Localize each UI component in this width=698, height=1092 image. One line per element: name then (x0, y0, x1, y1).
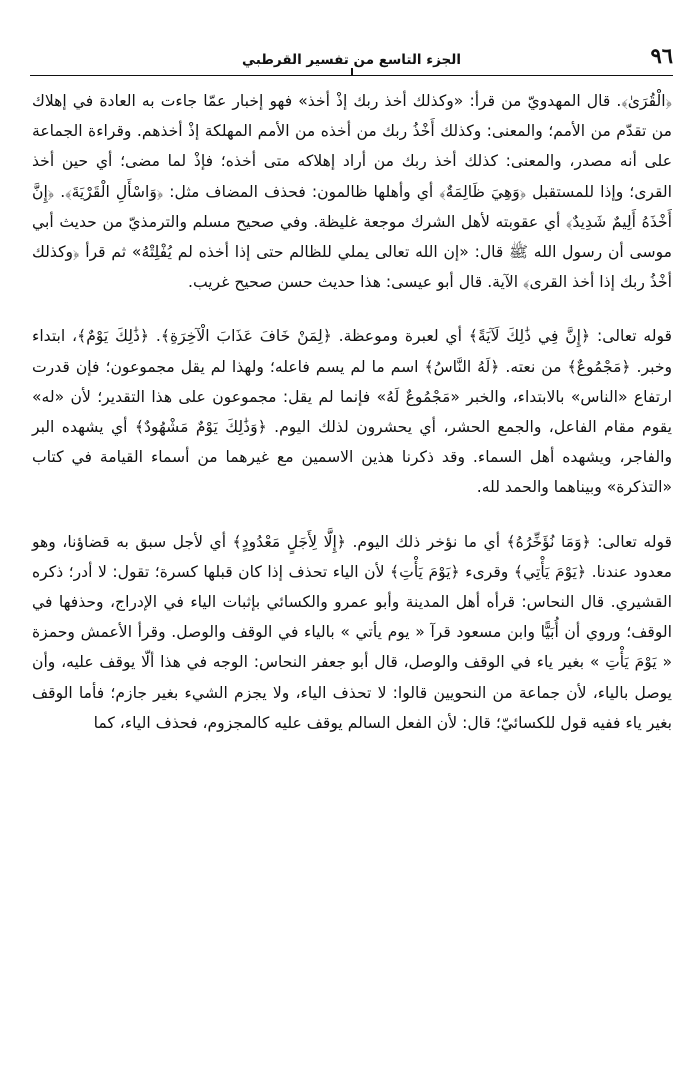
running-title: الجزء التاسع من تفسير القرطبي (242, 52, 461, 68)
page-header (30, 42, 673, 78)
header-rule-mark (351, 68, 353, 75)
header-rule (30, 75, 673, 76)
paragraph-1: ﴿الْقُرَىٰ﴾. قال المهدويّ من قرأ: «وكذلك أخذ ربك إذْ أخذ» فهو إخبار عمّا جاءت به العادة في إهلاك من تقدّم من الأمم؛ والمعنى: وكذلك أَخْذُ ربك من أخذه من الأمم المهلكة إذْ أخذهم. وقراءة الجماعة على أنه مصدر، والمعنى: كذلك أخذ ربك من أراد إهلاكه متى أخذه؛ فإذْ لما مضى؛ أي حين أخذ القرى؛ وإذا للمستقبل ﴿وَهِيَ ظَالِمَةٌ﴾ أي وأهلها ظالمون: فحذف المضاف مثل: ﴿وَاسْأَلِ الْقَرْيَةَ﴾. ﴿إِنَّ أَخْذَهُ أَلِيمٌ شَدِيدٌ﴾ أي عقوبته لأهل الشرك موجعة غليظة. وفي صحيح مسلم والترمذيّ من حديث أبي موسى أن رسول الله ﷺ قال: «إن الله تعالى يملي للظالم حتى إذا أخذه لم يُفْلِتْهُ» ثم قرأ ﴿وكذلك أخْذُ ربك إذا أخذ القرى﴾ الآية. قال أبو عيسى: هذا حديث حسن صحيح غريب. (32, 92, 672, 292)
paragraph-2: قوله تعالى: ﴿إِنَّ فِي ذَٰلِكَ لَآيَةً﴾ أي لعبرة وموعظة. ﴿لِمَنْ خَافَ عَذَابَ الْآخِرَةِ﴾. ﴿ذَٰلِكَ يَوْمٌ﴾، ابتداء وخبر. ﴿مَجْمُوعٌ﴾ من نعته. ﴿لَهُ النَّاسُ﴾ اسم ما لم يسم فاعله؛ ولهذا لم يقل مجموعون؛ فإن قدرت ارتفاع «الناس» بالابتداء، والخبر «مَجْمُوعٌ لَهُ» فإنما لم يقل: مجموعون على هذا التقدير؛ لأن «له» يقوم مقام الفاعل، والجمع الحشر، أي يحشرون لذلك اليوم. ﴿وَذَٰلِكَ يَوْمٌ مَشْهُودٌ﴾ أي يشهده البر والفاجر، ويشهده أهل السماء. وقد ذكرنا هذين الاسمين مع غيرهما من أسماء القيامة في كتاب «التذكرة» وبيناهما والحمد لله. (32, 327, 672, 497)
paragraph-3: قوله تعالى: ﴿وَمَا نُؤَخِّرُهُ﴾ أي ما نؤخر ذلك اليوم. ﴿إِلَّا لِأَجَلٍ مَعْدُودٍ﴾ أي لأجل سبق به قضاؤنا، وهو معدود عندنا. ﴿يَوْمَ يَأْتِي﴾ وقرىء ﴿يَوْمَ يَأْتِ﴾ لأن الياء تحذف إذا كان قبلها كسرة؛ تقول: لا أدر؛ ذكره القشيري. قال النحاس: قرأه أهل المدينة وأبو عمرو والكسائي بإثبات الياء في الإدراج، وحذفها في الوقف؛ وروي أن أُبَيًّا وابن مسعود قرآ « يوم يأتي » بالياء في الوقف والوصل. وقرأ الأعمش وحمزة « يَوْمَ يَأْتِ » بغير ياء في الوقف والوصل، قال أبو جعفر النحاس: الوجه في هذا ألّا يوقف عليه، وأن يوصل بالياء، لأن جماعة من النحويين قالوا: لا تحذف الياء، ولا يجزم الشيء بغير جازم؛ فأما الوقف بغير ياء ففيه قول للكسائيّ؛ قال: لأن الفعل السالم يوقف عليه كالمجزوم، فحذف الياء، كما (32, 532, 672, 732)
page-number: ٩٦ (650, 43, 673, 68)
body-text (32, 86, 672, 738)
